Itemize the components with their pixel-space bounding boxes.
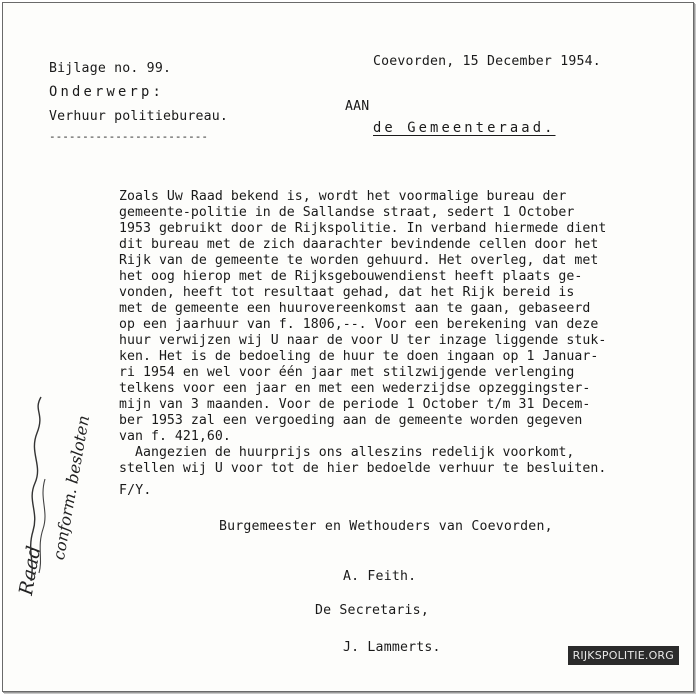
body-line: gemeente-politie in de Sallandse straat, sedert 1 October — [119, 205, 575, 220]
to-label: AAN — [345, 99, 370, 114]
body-line: op een jaarhuur van f. 1806,--. Voor een berekening van deze — [119, 317, 599, 332]
margin-note-left: Raad — [15, 544, 46, 597]
mayor-name: A. Feith. — [343, 569, 417, 584]
subject-text: Verhuur politiebureau. — [49, 109, 229, 124]
body-line: het oog hierop met de Rijksgebouwendienst heeft plaats ge- — [119, 269, 583, 284]
body-line: van f. 421,60. — [119, 429, 231, 444]
subject-separator: ------------------------ — [49, 130, 208, 143]
body-line: mijn van 3 maanden. Voor de periode 1 October t/m 31 Decem- — [119, 397, 591, 412]
recipient: de Gemeenteraad. — [373, 120, 556, 136]
body-line: ber 1953 zal een vergoeding aan de gemeente worden gegeven — [119, 413, 583, 428]
body-line: Rijk van de gemeente te worden gehuurd. Het overleg, dat met — [119, 253, 599, 268]
subject-label: Onderwerp: — [49, 84, 165, 100]
watermark-badge: RIJKSPOLITIE.ORG — [568, 646, 679, 665]
body-line: dit bureau met de zich daarachter bevindende cellen door het — [119, 237, 599, 252]
body-line: 1953 gebruikt door de Rijkspolitie. In verband hiermede dient — [119, 221, 607, 236]
document-page — [2, 2, 694, 692]
secretary-name: J. Lammerts. — [343, 640, 441, 655]
secretary-title: De Secretaris, — [315, 603, 429, 618]
place-and-date: Coevorden, 15 December 1954. — [373, 54, 601, 69]
typist-initials: F/Y. — [119, 483, 152, 498]
body-line: huur verwijzen wij U naar de voor U ter inzage liggende stuk- — [119, 333, 607, 348]
body-line: stellen wij U voor tot de hier bedoelde verhuur te besluiten. — [119, 461, 607, 476]
body-line: Zoals Uw Raad bekend is, wordt het voormalige bureau der — [119, 189, 567, 204]
signing-authority: Burgemeester en Wethouders van Coevorden, — [219, 519, 553, 534]
body-line: met de gemeente een huurovereenkomst aan te gaan, gebaseerd — [119, 301, 591, 316]
body-line: telkens voor een jaar en met een wederzijdse opzeggingster- — [119, 381, 591, 396]
margin-note-right: conform. besloten — [49, 413, 94, 562]
body-line: ken. Het is de bedoeling de huur te doen ingaan op 1 Januar- — [119, 349, 599, 364]
body-line: vonden, heeft tot resultaat gehad, dat het Rijk bereid is — [119, 285, 575, 300]
body-line: Aangezien de huurprijs ons alleszins redelijk voorkomt, — [135, 445, 575, 460]
annex-number: Bijlage no. 99. — [49, 61, 172, 76]
body-line: ri 1954 en wel voor één jaar met stilzwijgende verlenging — [119, 365, 575, 380]
